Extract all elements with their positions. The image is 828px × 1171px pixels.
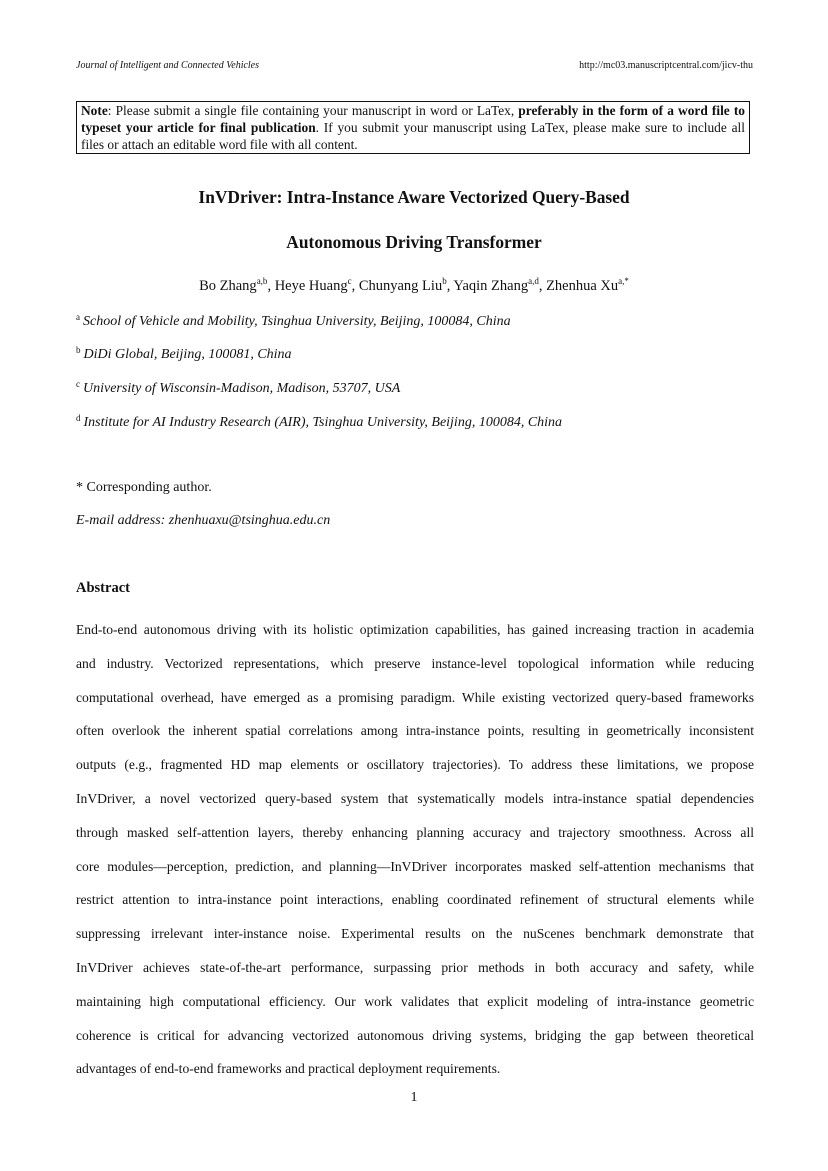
author-list [0,276,828,295]
author-affiliation-marker: a,d [528,276,539,286]
note-bold-text: preferably in the form of a word file to typeset your article for final publication [81,103,745,135]
author-separator: , [446,278,454,294]
running-header-journal: Journal of Intelligent and Connected Vehicles [76,60,260,71]
abstract-heading: Abstract [76,580,130,596]
corresponding-author-note: * Corresponding author. [76,480,212,495]
affiliation-c: $^c$ University of Wisconsin-Madison, Madison, 53707, USA [76,379,401,396]
author-name: Chunyang Liu [358,278,443,294]
abstract-line: suppressing irrelevant inter-instance noise. Experimental results on the nuScenes benchmark demonstrate that [76,926,754,942]
abstract-line: InVDriver achieves state-of-the-art performance, surpassing prior methods in both accuracy and safety, while [76,959,754,975]
note-label: Note [81,103,108,118]
paper-title-line-1: InVDriver: Intra-Instance Aware Vectorized Query-Based [198,187,630,207]
author-name: Heye Huang [274,278,348,294]
abstract-line: core modules—perception, prediction, and planning—InVDriver incorporates masked self-attention mechanisms that [76,858,754,874]
abstract-line: and industry. Vectorized representations, which preserve instance-level topological information while reducing [76,655,754,671]
abstract-line: outputs (e.g., fragmented HD map elements or oscillatory trajectories). To address these limitations, we propose [76,757,754,773]
affiliation-d: $^d$ Institute for AI Industry Research (AIR), Tsinghua University, Beijing, 100084, China [76,413,563,430]
author-affiliation-marker: c [347,276,352,286]
note-text-1: : Please submit a single file containing your manuscript in word or LaTex, [107,103,519,118]
abstract-line: maintaining high computational efficiency. Our work validates that explicit modeling of intra-instance geometric [76,993,754,1009]
author-affiliation-marker: a,* [618,276,629,286]
abstract-line: often overlook the inherent spatial correlations among intra-instance points, resulting in geometrically inconsistent [76,723,754,739]
author-affiliation-marker: b [442,276,447,286]
author-separator: , [351,278,359,294]
affiliation-a: $^a$ School of Vehicle and Mobility, Tsinghua University, Beijing, 100084, China [76,312,511,329]
abstract-line: restrict attention to intra-instance point interactions, enabling coordinated refinement of structural elements while [76,892,754,908]
paper-title-line-2: Autonomous Driving Transformer [286,232,542,252]
abstract-line: computational overhead, have emerged as a promising paradigm. While existing vectorized query-based frameworks [76,689,754,705]
author-separator: , [267,278,275,294]
note-text-2: . If you submit your manuscript using LaTex, please make sure to include all files or attach an editable word file with all content. [81,120,745,152]
page-number: 1 [410,1090,418,1105]
abstract-line: InVDriver, a novel vectorized query-based system that systematically models intra-instance spatial dependencies [76,790,754,806]
corresponding-email: E-mail address: zhenhuaxu@tsinghua.edu.cn [76,513,331,528]
author-affiliation-marker: a,b [256,276,268,286]
author-name: Bo Zhang [199,278,257,294]
abstract-line: End-to-end autonomous driving with its holistic optimization capabilities, has gained increasing traction in academia [76,622,754,637]
author-name: Zhenhua Xu [546,278,619,294]
abstract-line: advantages of end-to-end frameworks and practical deployment requirements. [76,1061,501,1077]
submission-note [76,101,750,154]
abstract-line: coherence is critical for advancing vectorized autonomous driving systems, bridging the gap between theoretical [76,1027,754,1043]
author-name: Yaqin Zhang [453,278,529,294]
running-header-url: http://mc03.manuscriptcentral.com/jicv-thu [579,60,753,71]
affiliation-b: $^b$ DiDi Global, Beijing, 100081, China [76,345,292,362]
abstract-body [76,613,754,1086]
abstract-line: through masked self-attention layers, thereby enhancing planning accuracy and trajectory smoothness. Across all [76,824,754,840]
author-separator: , [538,278,547,294]
